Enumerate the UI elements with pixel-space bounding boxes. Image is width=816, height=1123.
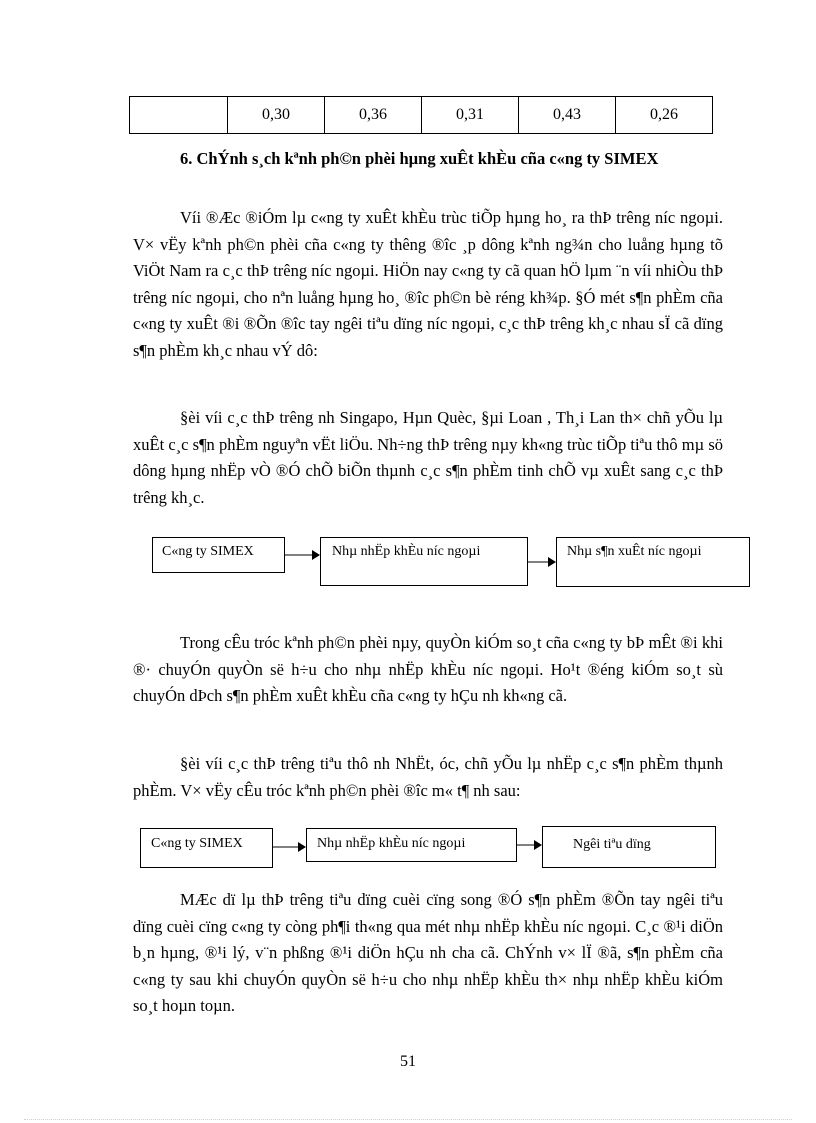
table-cell: 0,36 bbox=[325, 97, 422, 134]
diagram2-box-importer: Nhµ nhËp khÈu níc ngoµi bbox=[306, 828, 517, 862]
arrow-right-icon bbox=[285, 549, 321, 561]
paragraph-consumer-markets: §èi víi c¸c thÞ trêng tiªu thô nh NhËt, óc, chñ yÕu lµ nhËp c¸c s¶n phÈm thµnh phÈm. V× vËy cÊu tróc kªnh ph©n phèi ®îc m« t¶ nh sau: bbox=[133, 754, 723, 800]
section-heading: 6. ChÝnh s¸ch kªnh ph©n phèi hµng xuÊt khÈu cña c«ng ty SIMEX bbox=[180, 149, 659, 168]
table-cell: 0,26 bbox=[616, 97, 713, 134]
arrow-right-icon bbox=[517, 839, 543, 851]
diagram2-box-simex: C«ng ty SIMEX bbox=[140, 828, 273, 868]
table-cell: 0,30 bbox=[228, 97, 325, 134]
ratio-table bbox=[129, 96, 713, 134]
paragraph-direct-export: Víi ®Æc ®iÓm lµ c«ng ty xuÊt khÈu trùc tiÕp hµng ho¸ ra thÞ trêng níc ngoµi. V× vËy kªnh ph©n phèi cña c«ng ty thêng ®îc ¸p dông kªnh ng¾n cho luång hµng tõ ViÖt Nam ra c¸c thÞ trêng níc ngoµi. HiÖn nay c«ng ty cã quan hÖ lµm ¨n víi nhiÒu thÞ trêng níc ngoµi, cho nªn luång hµng ho¸ ®îc ph©n bè réng kh¾p. §Ó mét s¶n phÈm cña c«ng ty xuÊt ®i ®Õn ®îc tay ngêi tiªu dïng níc ngoµi, c¸c thÞ trêng kh¸c nhau sÏ cã dïng s¶n phÈm kh¸c nhau vÝ dô: bbox=[133, 208, 723, 360]
table-row bbox=[130, 97, 713, 134]
diagram1-box-simex: C«ng ty SIMEX bbox=[152, 537, 285, 573]
paragraph-control-loss: Trong cÊu tróc kªnh ph©n phèi nµy, quyÒn kiÓm so¸t cña c«ng ty bÞ mÊt ®i khi ®· chuyÓn quyÒn së h÷u cho nhµ nhËp khÈu níc ngoµi. Ho¹t ®éng kiÓm so¸t sù chuyÓn dÞch s¶n phÈm xuÊt khÈu cña c«ng ty hÇu nh kh«ng cã. bbox=[133, 633, 723, 706]
page-bottom-divider bbox=[24, 1119, 792, 1120]
table-cell: 0,43 bbox=[519, 97, 616, 134]
arrow-right-icon bbox=[528, 556, 557, 568]
table-cell-label bbox=[130, 97, 228, 134]
diagram1-box-foreign-producer: Nhµ s¶n xuÊt níc ngoµi bbox=[556, 537, 750, 587]
arrow-right-icon bbox=[273, 841, 307, 853]
paragraph-asian-markets: §èi víi c¸c thÞ trêng nh Singapo, Hµn Quèc, §µi Loan , Th¸i Lan th× chñ yÕu lµ xuÊt c¸c s¶n phÈm nguyªn vËt liÖu. Nh÷ng thÞ trêng nµy kh«ng trùc tiÕp tiªu thô mµ sö dông hµng nhËp vÒ ®Ó chÕ biÕn thµnh c¸c s¶n phÈm tinh chÕ vµ xuÊt sang c¸c thÞ trêng kh¸c. bbox=[133, 408, 723, 507]
diagram2-box-consumer: Ngêi tiªu dïng bbox=[542, 826, 716, 868]
paragraph-final-consumer: MÆc dï lµ thÞ trêng tiªu dïng cuèi cïng song ®Ó s¶n phÈm ®Õn tay ngêi tiªu dïng cuèi cïng c«ng ty còng ph¶i th«ng qua mét nhµ nhËp khÈu níc ngoµi. C¸c ®¹i diÖn b¸n hµng, ®¹i lý, v¨n phßng ®¹i diÖn hÇu nh cha cã. ChÝnh v× lÏ ®ã, s¶n phÈm cña c«ng ty sau khi chuyÓn quyÒn së h÷u cho nhµ nhËp khÈu th× nhµ nhËp khÈu kiÓm so¸t hoµn toµn. bbox=[133, 890, 723, 1016]
page-number: 51 bbox=[400, 1053, 416, 1070]
diagram1-box-importer: Nhµ nhËp khÈu níc ngoµi bbox=[320, 537, 528, 586]
table-cell: 0,31 bbox=[422, 97, 519, 134]
